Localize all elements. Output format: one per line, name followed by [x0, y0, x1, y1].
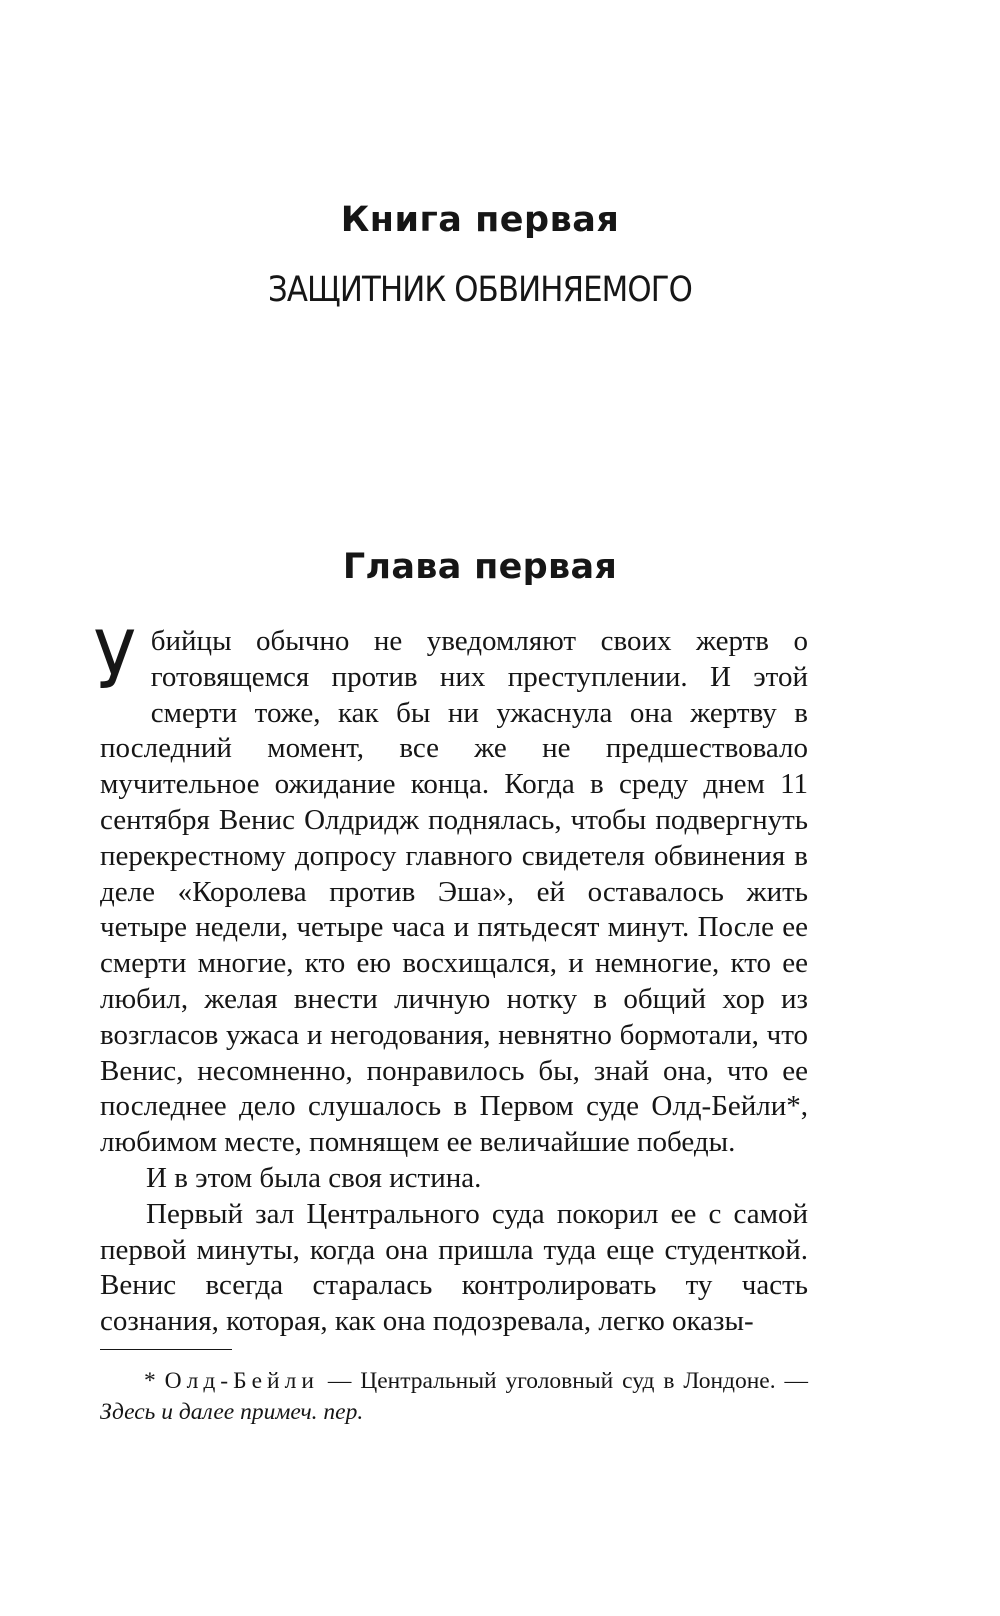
footnote-term: Олд-Бейли	[164, 1368, 319, 1394]
book-title: Книга первая	[340, 200, 620, 240]
paragraph-3: Первый зал Центрального суда покорил ее с самой первой минуты, когда она пришла туда еще студенткой. Венис всегда старалась контролировать ту часть сознания, которая, как она подозревала, легко оказы-	[100, 1197, 808, 1338]
chapter-title: Глава первая	[342, 547, 618, 587]
drop-cap: У	[94, 614, 136, 707]
paragraph-1-text: бийцы обычно не уведомляют своих жертв о готовящемся против них преступлении. И этой смерти тоже, как бы ни ужаснула она жертву в последний момент, все же не предшествовало мучительное ожидание конца. Когда в среду днем 11 сентября Венис Олдридж поднялась, чтобы подвергнуть перекрестному допросу главного свидетеля обвинения в деле «Королева против Эша», ей оставалось жить четыре недели, четыре часа и пятьдесят минут. После ее смерти многие, кто ею восхищался, и немногие, кто ее любил, желая внести личную нотку в общий хор из возгласов ужаса и негодования, невнятно бормотали, что Венис, несомненно, понравилось бы, знай она, что ее последнее дело слушалось в Первом суде Олд-Бейли*, любимом месте, помнящем ее величайшие победы.	[100, 625, 808, 1159]
footnote	[100, 1366, 808, 1427]
book-subtitle: ЗАЩИТНИК ОБВИНЯЕМОГО	[267, 270, 693, 310]
footnote-marker: *	[144, 1368, 165, 1394]
chapter-body	[94, 614, 808, 1340]
footnote-divider	[100, 1349, 232, 1350]
paragraph-2: И в этом была своя истина.	[146, 1161, 482, 1194]
paragraph-1	[94, 614, 808, 1161]
footnote-definition: — Центральный уголовный суд в Лондоне. —	[318, 1368, 809, 1394]
footnote-translator-note: Здесь и далее примеч. пер.	[100, 1398, 364, 1425]
